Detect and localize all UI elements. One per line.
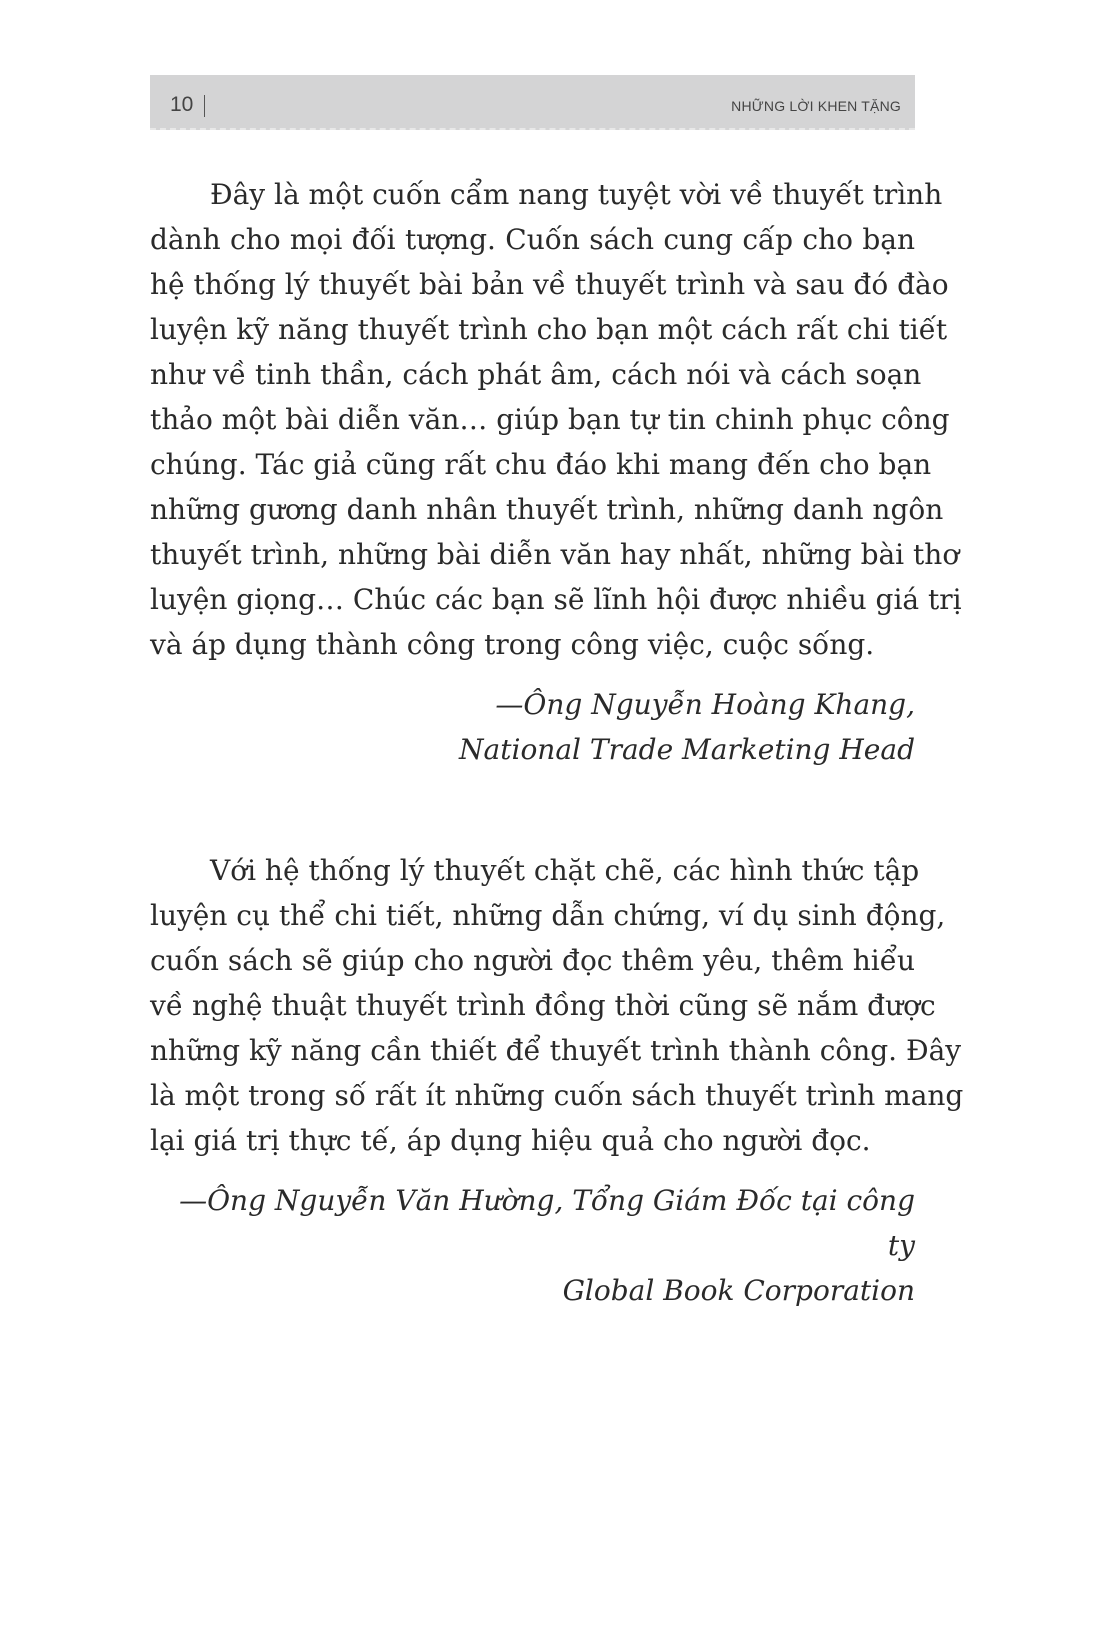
testimonial-2 xyxy=(150,848,964,1313)
paragraph-line: luyện cụ thể chi tiết, những dẫn chứng, ví dụ sinh động, xyxy=(150,899,946,932)
attribution-line: —Ông Nguyễn Văn Hường, Tổng Giám Đốc tại công ty xyxy=(179,1184,915,1262)
running-header xyxy=(150,75,915,130)
page-number: 10 xyxy=(170,93,194,116)
paragraph-line: Đây là một cuốn cẩm nang tuyệt vời về thuyết trình xyxy=(210,178,943,211)
paragraph-line: hệ thống lý thuyết bài bản về thuyết trình và sau đó đào xyxy=(150,268,949,301)
paragraph-line: chúng. Tác giả cũng rất chu đáo khi mang đến cho bạn xyxy=(150,448,932,481)
paragraph-line: thảo một bài diễn văn… giúp bạn tự tin chinh phục công xyxy=(150,403,950,436)
paragraph-line: Với hệ thống lý thuyết chặt chẽ, các hình thức tập xyxy=(210,854,920,887)
paragraph-line: dành cho mọi đối tượng. Cuốn sách cung cấp cho bạn xyxy=(150,223,915,256)
paragraph-line: lại giá trị thực tế, áp dụng hiệu quả cho người đọc. xyxy=(150,1124,871,1157)
attribution-line: National Trade Marketing Head xyxy=(459,733,915,766)
paragraph-line: luyện kỹ năng thuyết trình cho bạn một cách rất chi tiết xyxy=(150,313,948,346)
paragraph-line: những kỹ năng cần thiết để thuyết trình thành công. Đây xyxy=(150,1034,962,1067)
paragraph-line: thuyết trình, những bài diễn văn hay nhất, những bài thơ xyxy=(150,538,960,571)
attribution xyxy=(150,682,915,772)
section-title: NHỮNG LỜI KHEN TẶNG xyxy=(731,98,901,114)
header-divider xyxy=(204,95,205,117)
attribution-line: Global Book Corporation xyxy=(562,1274,915,1307)
paragraph-line: cuốn sách sẽ giúp cho người đọc thêm yêu, thêm hiểu xyxy=(150,944,915,977)
paragraph-line: luyện giọng… Chúc các bạn sẽ lĩnh hội được nhiều giá trị xyxy=(150,583,962,616)
paragraph-line: và áp dụng thành công trong công việc, cuộc sống. xyxy=(150,628,875,661)
testimonial-1 xyxy=(150,172,962,772)
paragraph-line: những gương danh nhân thuyết trình, những danh ngôn xyxy=(150,493,944,526)
attribution-line: —Ông Nguyễn Hoàng Khang, xyxy=(495,688,915,721)
attribution xyxy=(150,1178,915,1313)
paragraph-line: là một trong số rất ít những cuốn sách thuyết trình mang xyxy=(150,1079,964,1112)
paragraph-line: về nghệ thuật thuyết trình đồng thời cũng sẽ nắm được xyxy=(150,989,936,1022)
paragraph-line: như về tinh thần, cách phát âm, cách nói và cách soạn xyxy=(150,358,922,391)
